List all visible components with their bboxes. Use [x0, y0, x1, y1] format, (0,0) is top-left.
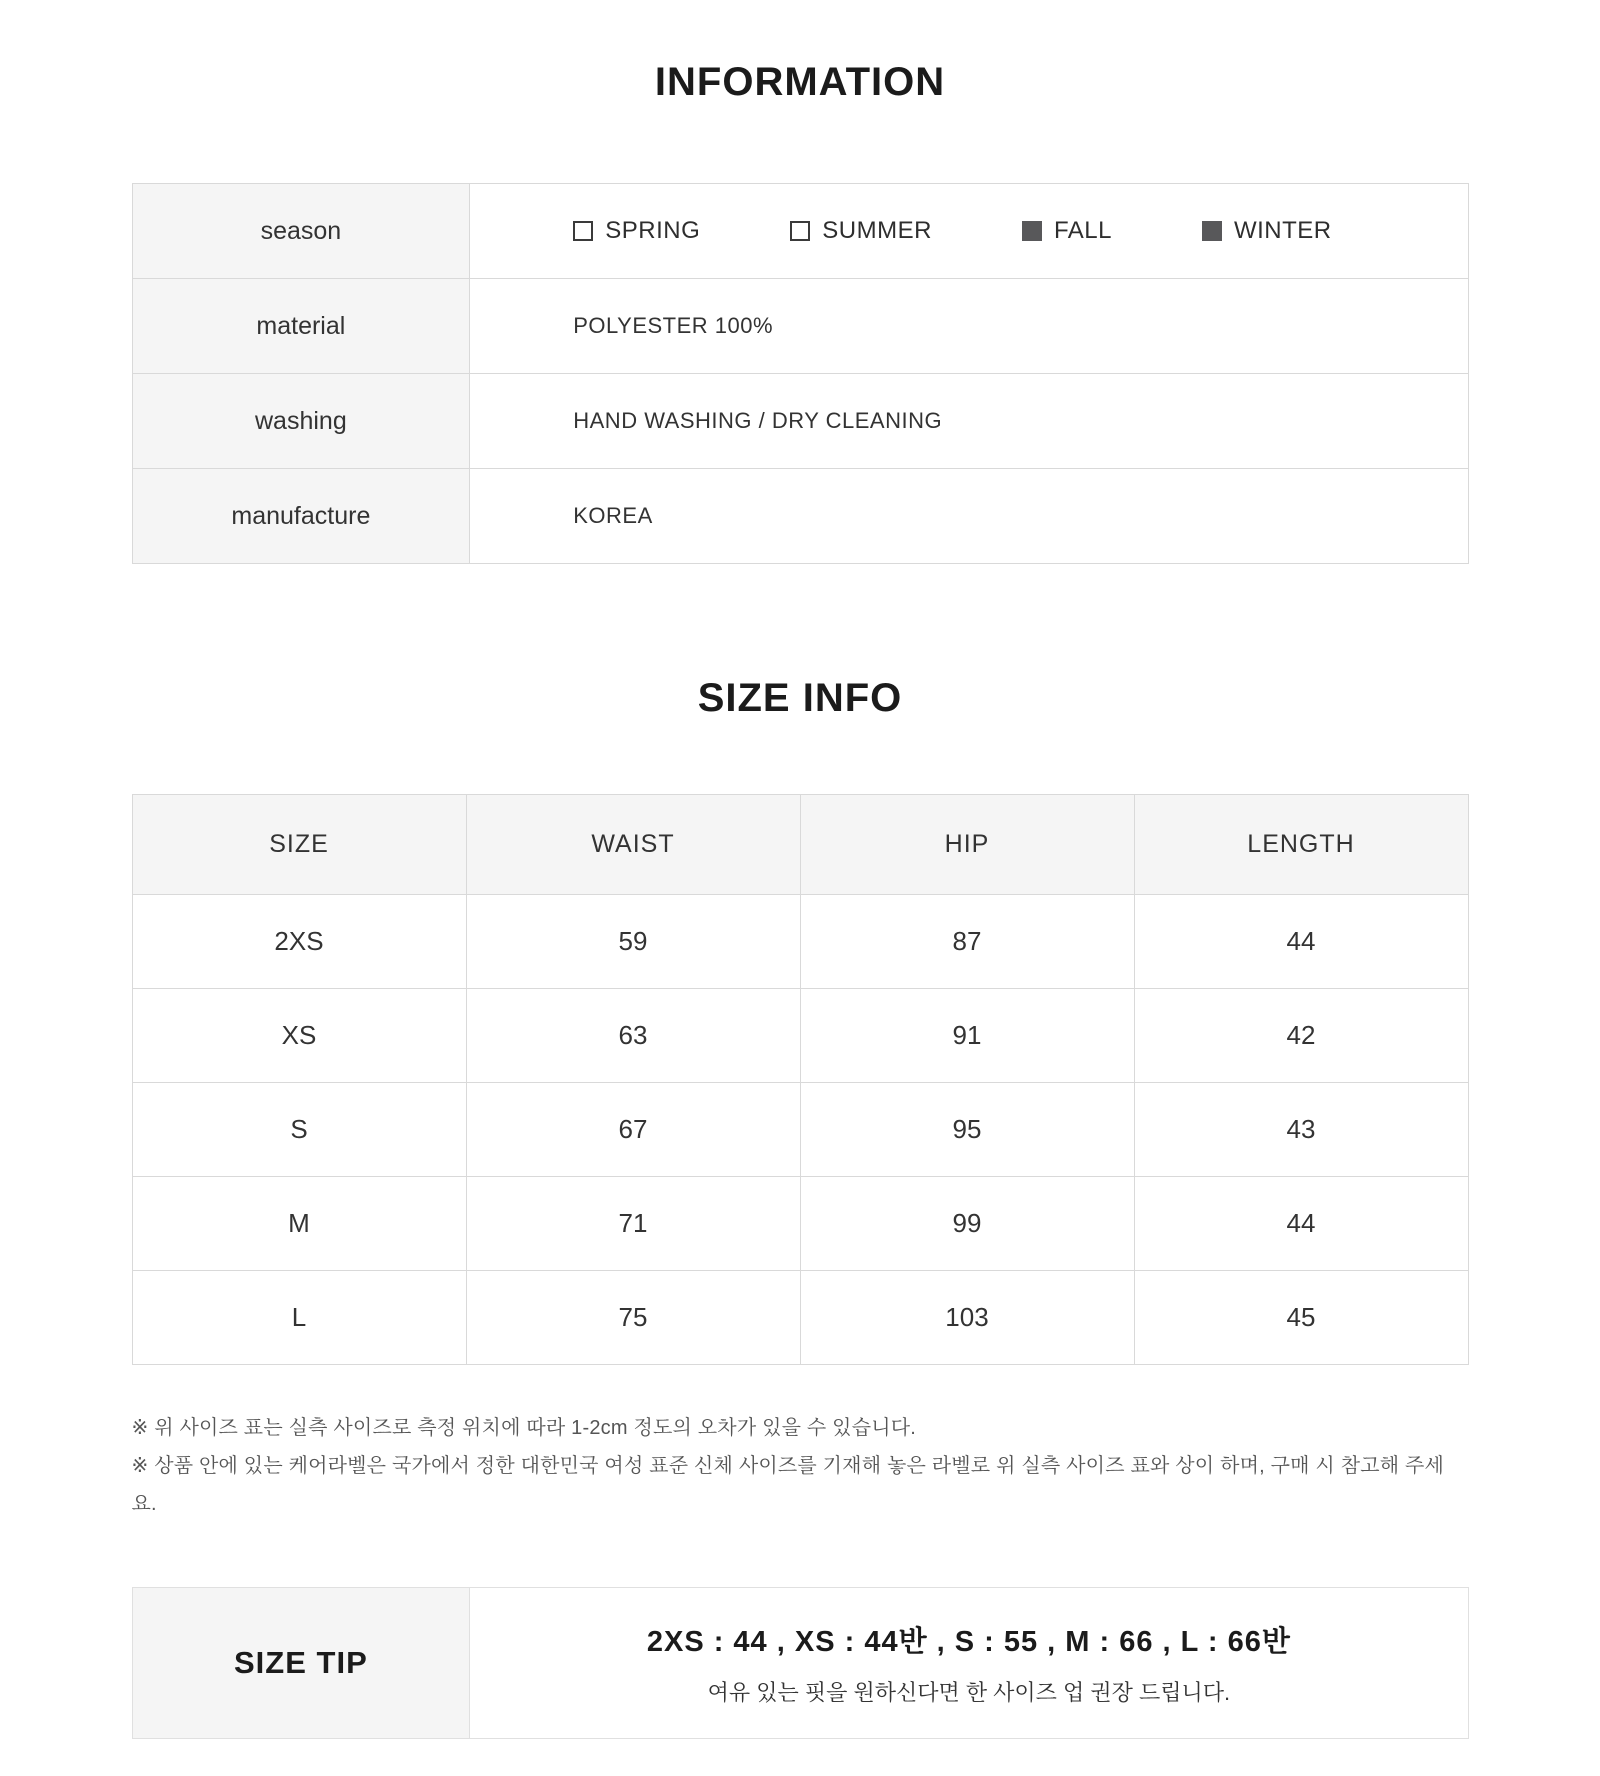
season-option-label: SPRING	[605, 217, 701, 244]
cell-size: S	[132, 1083, 466, 1177]
season-option-label: WINTER	[1233, 217, 1332, 244]
season-option-label: SUMMER	[822, 217, 932, 244]
table-row-2xs	[132, 895, 1468, 989]
cell-length: 44	[1134, 895, 1468, 989]
size-tip-box	[132, 1587, 1469, 1739]
cell-length: 43	[1134, 1083, 1468, 1177]
checkbox-icon-winter	[1202, 221, 1222, 241]
information-table	[132, 183, 1469, 564]
cell-hip: 103	[800, 1271, 1134, 1365]
size-notes	[132, 1409, 1469, 1523]
size-note-carelabel: ※ 상품 안에 있는 케어라벨은 국가에서 정한 대한민국 여성 표준 신체 사이즈를 기재해 놓은 라벨로 위 실측 사이즈 표와 상이 하며, 구매 시 참고해 주세요.	[131, 1455, 1445, 1515]
cell-length: 45	[1134, 1271, 1468, 1365]
washing-row-label: washing	[133, 374, 471, 468]
information-title: INFORMATION	[654, 60, 946, 104]
cell-length: 42	[1134, 989, 1468, 1083]
washing-row	[133, 374, 1468, 469]
size-table	[132, 794, 1469, 1365]
size-tip-mapping: 2XS : 44 , XS : 44반 , S : 55 , M : 66 , L : 66반	[646, 1626, 1291, 1658]
cell-hip: 95	[800, 1083, 1134, 1177]
table-row-m	[132, 1177, 1468, 1271]
manufacture-row	[133, 469, 1468, 563]
size-table-header-size: SIZE	[132, 795, 466, 895]
cell-waist: 63	[466, 989, 800, 1083]
season-option-label: FALL	[1053, 217, 1112, 244]
manufacture-row-value: KOREA	[573, 503, 653, 528]
checkbox-icon-summer	[790, 221, 810, 241]
manufacture-row-label: manufacture	[133, 469, 471, 563]
size-tip-label: SIZE TIP	[133, 1588, 471, 1738]
cell-waist: 59	[466, 895, 800, 989]
table-row-s	[132, 1083, 1468, 1177]
size-table-header-length: LENGTH	[1134, 795, 1468, 895]
checkbox-icon-fall	[1022, 221, 1042, 241]
cell-length: 44	[1134, 1177, 1468, 1271]
season-options	[573, 217, 1331, 245]
season-option-summer	[790, 217, 932, 245]
size-table-header-waist: WAIST	[466, 795, 800, 895]
washing-row-value: HAND WASHING / DRY CLEANING	[573, 408, 943, 433]
season-row	[133, 184, 1468, 279]
material-row-value: POLYESTER 100%	[573, 313, 774, 338]
table-row-xs	[132, 989, 1468, 1083]
season-row-label: season	[133, 184, 471, 278]
cell-waist: 75	[466, 1271, 800, 1365]
season-option-winter	[1202, 217, 1332, 245]
size-table-header-row	[132, 795, 1468, 895]
size-table-header-hip: HIP	[800, 795, 1134, 895]
cell-size: XS	[132, 989, 466, 1083]
season-row-value	[470, 184, 1467, 278]
cell-hip: 91	[800, 989, 1134, 1083]
size-note-measurement: ※ 위 사이즈 표는 실측 사이즈로 측정 위치에 따라 1-2cm 정도의 오차가 있을 수 있습니다.	[131, 1417, 917, 1439]
size-tip-value	[470, 1588, 1467, 1738]
season-option-fall	[1022, 217, 1112, 245]
size-info-title: SIZE INFO	[697, 676, 903, 720]
cell-waist: 71	[466, 1177, 800, 1271]
season-option-spring	[573, 217, 700, 245]
cell-hip: 87	[800, 895, 1134, 989]
table-row-l	[132, 1271, 1468, 1365]
checkbox-icon-spring	[573, 221, 593, 241]
cell-hip: 99	[800, 1177, 1134, 1271]
size-tip-recommendation: 여유 있는 핏을 원하신다면 한 사이즈 업 권장 드립니다.	[707, 1680, 1231, 1705]
material-row-label: material	[133, 279, 471, 373]
product-info-page	[132, 0, 1469, 1739]
cell-size: L	[132, 1271, 466, 1365]
cell-size: M	[132, 1177, 466, 1271]
cell-size: 2XS	[132, 895, 466, 989]
material-row	[133, 279, 1468, 374]
cell-waist: 67	[466, 1083, 800, 1177]
